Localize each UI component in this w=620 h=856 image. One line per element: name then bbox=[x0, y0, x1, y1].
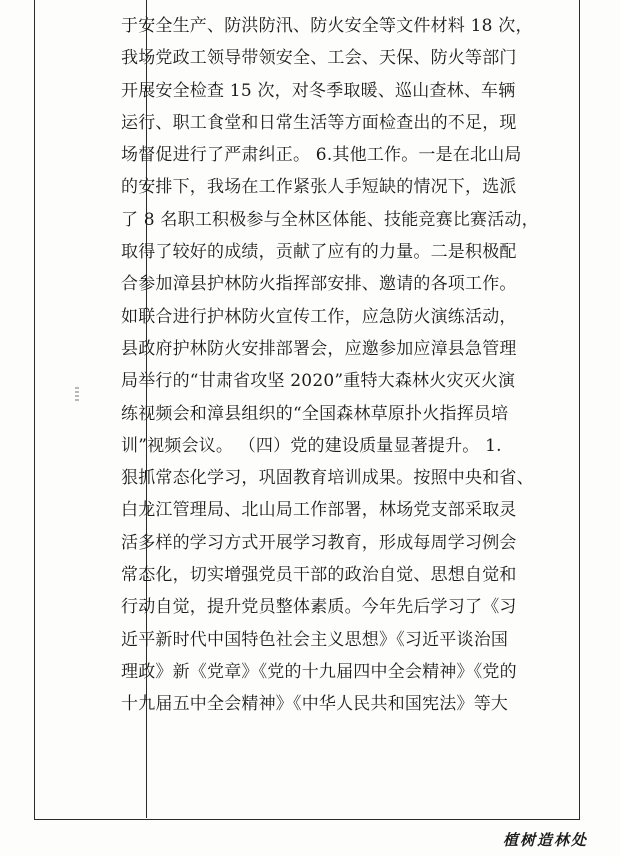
text-line: 了 8 名职工积极参与全林区体能、技能竞赛比赛活动， bbox=[121, 209, 539, 230]
text-line: 白龙江管理局、北山局工作部署，林场党支部采取灵 bbox=[121, 500, 517, 521]
text-line: 县政府护林防火安排部署会，应邀参加应漳县急管理 bbox=[121, 338, 517, 359]
text-line: 理政》新《党章》《党的十九届四中全会精神》《党的 bbox=[121, 661, 517, 682]
body-text bbox=[121, 10, 539, 721]
text-line: 行动自觉，提升党员整体素质。今年先后学习了《习 bbox=[121, 597, 517, 618]
text-line: 活多样的学习方式开展学习教育，形成每周学习例会 bbox=[121, 532, 517, 553]
text-line: 于安全生产、防洪防汛、防火安全等文件材料 18 次， bbox=[121, 16, 533, 36]
text-line: 常态化，切实增强党员干部的政治自觉、思想自觉和 bbox=[121, 565, 517, 586]
text-line: 的安排下，我场在工作紧张人手短缺的情况下，选派 bbox=[121, 177, 517, 198]
text-line: 近平新时代中国特色社会主义思想》《习近平谈治国 bbox=[121, 629, 509, 650]
footer-stamp: 植树造林处 bbox=[502, 831, 588, 849]
text-line: 我场党政工领导带领安全、工会、天保、防火等部门 bbox=[121, 48, 517, 69]
text-line: 狠抓常态化学习，巩固教育培训成果。按照中央和省、 bbox=[121, 468, 534, 489]
scan-speck bbox=[75, 387, 79, 401]
text-line: 场督促进行了严肃纠正。 6.其他工作。一是在北山局 bbox=[121, 145, 522, 166]
text-line: 开展安全检查 15 次，对冬季取暖、巡山查林、车辆 bbox=[121, 80, 516, 101]
text-line: 运行、职工食堂和日常生活等方面检查出的不足，现 bbox=[121, 112, 517, 133]
text-line: 十九届五中全会精神》《中华人民共和国宪法》等大 bbox=[121, 694, 509, 715]
text-line: 合参加漳县护林防火指挥部安排、邀请的各项工作。 bbox=[121, 274, 517, 295]
text-line: 如联合进行护林防火宣传工作，应急防火演练活动， bbox=[121, 306, 517, 327]
text-line: 取得了较好的成绩，贡献了应有的力量。二是积极配 bbox=[121, 242, 517, 263]
text-line: 局举行的“甘肃省攻坚 2020”重特大森林火灾灭火演 bbox=[121, 371, 516, 392]
text-line: 训”视频会议。 （四）党的建设质量显著提升。 1. bbox=[121, 435, 502, 456]
text-line: 练视频会和漳县组织的“全国森林草原扑火指挥员培 bbox=[121, 403, 509, 424]
